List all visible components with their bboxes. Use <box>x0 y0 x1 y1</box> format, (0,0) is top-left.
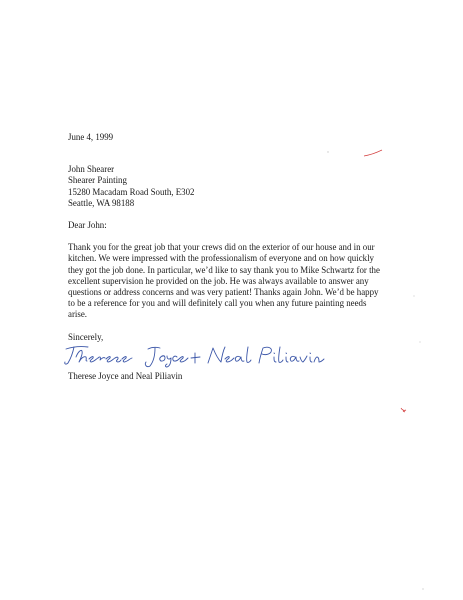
scan-speck-icon <box>421 587 425 591</box>
letter-date: June 4, 1999 <box>68 132 114 142</box>
signature-icon <box>62 343 332 369</box>
typed-signature-name: Therese Joyce and Neal Piliavin <box>68 370 183 381</box>
recipient-address <box>68 164 413 209</box>
recipient-city: Seattle, WA 98188 <box>68 197 135 208</box>
recipient-name: John Shearer <box>68 164 115 175</box>
scan-speck-icon <box>412 294 416 298</box>
paragraph-line: Thank you for the great job that your crews did on the exterior of our house and in our <box>68 242 375 253</box>
paragraph-line: questions or address concerns and was very patient! Thanks again John. We’d be happy <box>68 287 379 298</box>
letter-paragraph <box>68 242 413 320</box>
letter-body <box>68 132 413 382</box>
recipient-company: Shearer Painting <box>68 175 127 186</box>
scan-speck-icon <box>362 148 384 158</box>
salutation: Dear John: <box>68 220 107 231</box>
scan-speck-icon <box>418 340 422 344</box>
handwritten-signature <box>68 345 413 365</box>
closing: Sincerely, <box>68 331 104 342</box>
recipient-street: 15280 Macadam Road South, E302 <box>68 186 195 197</box>
paragraph-line: they got the job done. In particular, we’d like to say thank you to Mike Schwartz for the <box>68 264 380 275</box>
paragraph-line: excellent supervision he provided on the job. He was always available to answer any <box>68 275 369 286</box>
scan-speck-icon <box>399 406 409 414</box>
paragraph-line: kitchen. We were impressed with the professionalism of everyone and on how quickly <box>68 253 374 264</box>
scan-speck-icon <box>326 150 330 154</box>
paragraph-line: to be a reference for you and will definitely call you when any future painting needs <box>68 298 367 309</box>
paragraph-line: arise. <box>68 309 87 320</box>
